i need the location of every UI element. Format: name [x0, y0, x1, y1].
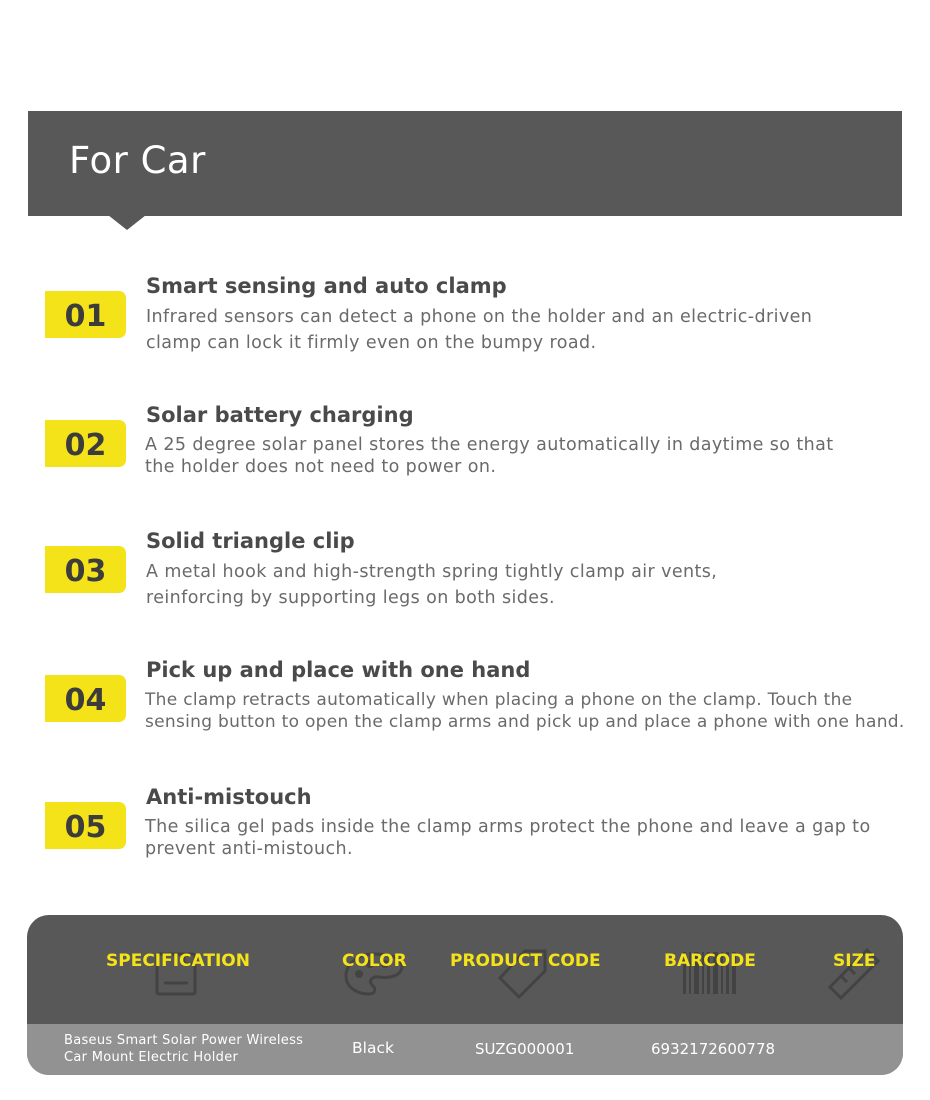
- spec-values-row: [27, 1024, 903, 1075]
- spec-value-product-code: SUZG000001: [475, 1040, 575, 1058]
- header-pointer: [108, 215, 146, 230]
- feature-title: Solar battery charging: [146, 403, 414, 427]
- spec-table: [27, 915, 903, 1075]
- spec-header-color: COLOR: [342, 951, 407, 971]
- spec-header-barcode: BARCODE: [664, 951, 756, 971]
- feature-number-badge: 01: [45, 291, 126, 338]
- feature-number-badge: 03: [45, 546, 126, 593]
- spec-value-color: Black: [352, 1039, 394, 1057]
- page-title: For Car: [69, 139, 206, 182]
- feature-number-badge: 05: [45, 802, 126, 849]
- feature-description: A 25 degree solar panel stores the energy automatically in daytime so that the holder does not need to power on.: [145, 435, 834, 477]
- feature-description: Infrared sensors can detect a phone on the holder and an electric-driven clamp can lock it firmly even on the bumpy road.: [146, 307, 813, 353]
- spec-header-product-code: PRODUCT CODE: [450, 951, 601, 971]
- feature-number-badge: 04: [45, 675, 126, 722]
- feature-number-badge: 02: [45, 420, 126, 467]
- spec-value-specification: Baseus Smart Solar Power Wireless Car Mount Electric Holder: [64, 1033, 304, 1065]
- feature-title: Anti-mistouch: [146, 785, 312, 809]
- feature-description: The clamp retracts automatically when placing a phone on the clamp. Touch the sensing button to open the clamp arms and pick up and place a phone with one hand.: [145, 690, 905, 732]
- spec-value-barcode: 6932172600778: [651, 1040, 776, 1058]
- header-banner: [28, 111, 902, 216]
- feature-title: Smart sensing and auto clamp: [146, 274, 507, 298]
- feature-title: Pick up and place with one hand: [146, 658, 531, 682]
- spec-header-specification: SPECIFICATION: [106, 951, 250, 971]
- feature-description: The silica gel pads inside the clamp arms protect the phone and leave a gap to prevent anti-mistouch.: [145, 817, 871, 859]
- spec-header-size: SIZE: [833, 951, 876, 971]
- feature-title: Solid triangle clip: [146, 529, 355, 553]
- feature-description: A metal hook and high-strength spring tightly clamp air vents, reinforcing by supporting legs on both sides.: [146, 562, 718, 608]
